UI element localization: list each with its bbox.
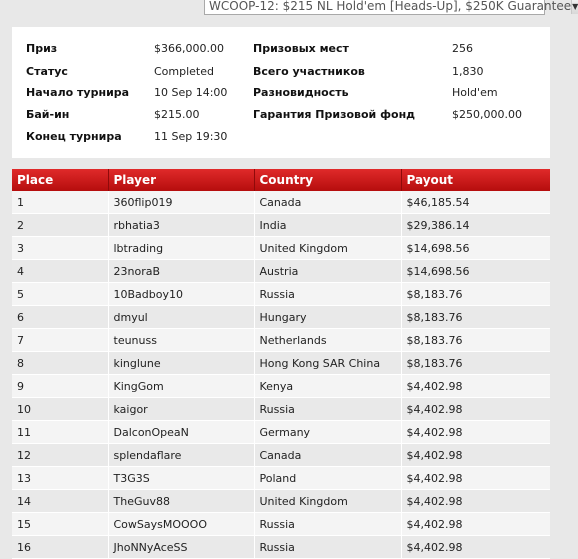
cell-payout: $8,183.76 [401, 283, 550, 306]
cell-country: Kenya [254, 375, 401, 398]
cell-place: 6 [12, 306, 108, 329]
cell-payout: $8,183.76 [401, 352, 550, 375]
chevron-down-icon[interactable]: ▼ [571, 0, 578, 14]
cell-country: Hungary [254, 306, 401, 329]
table-header-row [12, 169, 550, 191]
cell-country: Canada [254, 191, 401, 214]
tournament-select[interactable] [204, 0, 578, 15]
cell-player[interactable]: CowSaysMOOOO [108, 513, 254, 536]
cell-payout: $4,402.98 [401, 536, 550, 559]
cell-country: Hong Kong SAR China [254, 352, 401, 375]
cell-country: Netherlands [254, 329, 401, 352]
paid-places-label: Призовых мест [253, 42, 349, 55]
cell-country: Canada [254, 444, 401, 467]
cell-place: 4 [12, 260, 108, 283]
results-table [12, 169, 550, 559]
cell-payout: $4,402.98 [401, 398, 550, 421]
cell-payout: $4,402.98 [401, 513, 550, 536]
table-row [12, 260, 550, 283]
table-row [12, 421, 550, 444]
cell-player[interactable]: KingGom [108, 375, 254, 398]
cell-country: India [254, 214, 401, 237]
prize-label: Приз [26, 42, 58, 55]
table-row [12, 467, 550, 490]
table-row [12, 329, 550, 352]
cell-payout: $8,183.76 [401, 329, 550, 352]
cell-payout: $46,185.54 [401, 191, 550, 214]
cell-player[interactable]: rbhatia3 [108, 214, 254, 237]
cell-player[interactable]: 23noraB [108, 260, 254, 283]
cell-player[interactable]: TheGuv88 [108, 490, 254, 513]
cell-country: Russia [254, 536, 401, 559]
column-header-player[interactable]: Player [108, 169, 254, 191]
status-label: Статус [26, 65, 68, 78]
results-table-body [12, 191, 550, 559]
cell-country: Russia [254, 283, 401, 306]
tournament-summary-panel [12, 27, 550, 158]
start-value: 10 Sep 14:00 [154, 86, 228, 99]
buyin-value: $215.00 [154, 108, 200, 121]
guarantee-value: $250,000.00 [452, 108, 522, 121]
cell-player[interactable]: DalconOpeaN [108, 421, 254, 444]
table-row [12, 536, 550, 559]
cell-country: Russia [254, 398, 401, 421]
cell-player[interactable]: kaigor [108, 398, 254, 421]
table-row [12, 352, 550, 375]
cell-payout: $4,402.98 [401, 421, 550, 444]
cell-player[interactable]: 10Badboy10 [108, 283, 254, 306]
cell-place: 8 [12, 352, 108, 375]
tournament-select-value: WCOOP-12: $215 NL Hold'em [Heads-Up], $250K Guarantee [209, 0, 572, 13]
cell-country: Austria [254, 260, 401, 283]
table-row [12, 283, 550, 306]
table-row [12, 444, 550, 467]
cell-country: United Kingdom [254, 490, 401, 513]
variant-value: Hold'em [452, 86, 498, 99]
cell-place: 10 [12, 398, 108, 421]
start-label: Начало турнира [26, 86, 130, 99]
end-value: 11 Sep 19:30 [154, 130, 228, 143]
cell-place: 13 [12, 467, 108, 490]
prize-value: $366,000.00 [154, 42, 224, 55]
cell-player[interactable]: teunuss [108, 329, 254, 352]
table-row [12, 490, 550, 513]
cell-payout: $29,386.14 [401, 214, 550, 237]
table-row [12, 214, 550, 237]
cell-player[interactable]: splendaflare [108, 444, 254, 467]
column-header-country[interactable]: Country [254, 169, 401, 191]
cell-player[interactable]: T3G3S [108, 467, 254, 490]
cell-place: 9 [12, 375, 108, 398]
entrants-value: 1,830 [452, 65, 484, 78]
cell-player[interactable]: JhoNNyAceSS [108, 536, 254, 559]
cell-country: Russia [254, 513, 401, 536]
cell-payout: $4,402.98 [401, 375, 550, 398]
buyin-label: Бай-ин [26, 108, 70, 121]
column-header-place[interactable]: Place [12, 169, 108, 191]
cell-payout: $14,698.56 [401, 260, 550, 283]
table-row [12, 375, 550, 398]
cell-country: Poland [254, 467, 401, 490]
variant-label: Разновидность [253, 86, 349, 99]
cell-player[interactable]: kinglune [108, 352, 254, 375]
status-value: Completed [154, 65, 214, 78]
table-row [12, 306, 550, 329]
cell-payout: $14,698.56 [401, 237, 550, 260]
cell-place: 2 [12, 214, 108, 237]
cell-country: Germany [254, 421, 401, 444]
table-row [12, 398, 550, 421]
table-row [12, 513, 550, 536]
end-label: Конец турнира [26, 130, 122, 143]
cell-payout: $4,402.98 [401, 490, 550, 513]
cell-player[interactable]: lbtrading [108, 237, 254, 260]
cell-payout: $4,402.98 [401, 444, 550, 467]
cell-payout: $8,183.76 [401, 306, 550, 329]
cell-payout: $4,402.98 [401, 467, 550, 490]
paid-places-value: 256 [452, 42, 473, 55]
cell-place: 1 [12, 191, 108, 214]
cell-player[interactable]: 360flip019 [108, 191, 254, 214]
cell-place: 15 [12, 513, 108, 536]
cell-player[interactable]: dmyul [108, 306, 254, 329]
cell-place: 7 [12, 329, 108, 352]
cell-place: 16 [12, 536, 108, 559]
cell-place: 14 [12, 490, 108, 513]
guarantee-label: Гарантия Призовой фонд [253, 108, 416, 121]
cell-place: 12 [12, 444, 108, 467]
cell-place: 11 [12, 421, 108, 444]
cell-country: United Kingdom [254, 237, 401, 260]
table-row [12, 191, 550, 214]
cell-place: 3 [12, 237, 108, 260]
column-header-payout[interactable]: Payout [401, 169, 550, 191]
table-row [12, 237, 550, 260]
cell-place: 5 [12, 283, 108, 306]
entrants-label: Всего участников [253, 65, 365, 78]
